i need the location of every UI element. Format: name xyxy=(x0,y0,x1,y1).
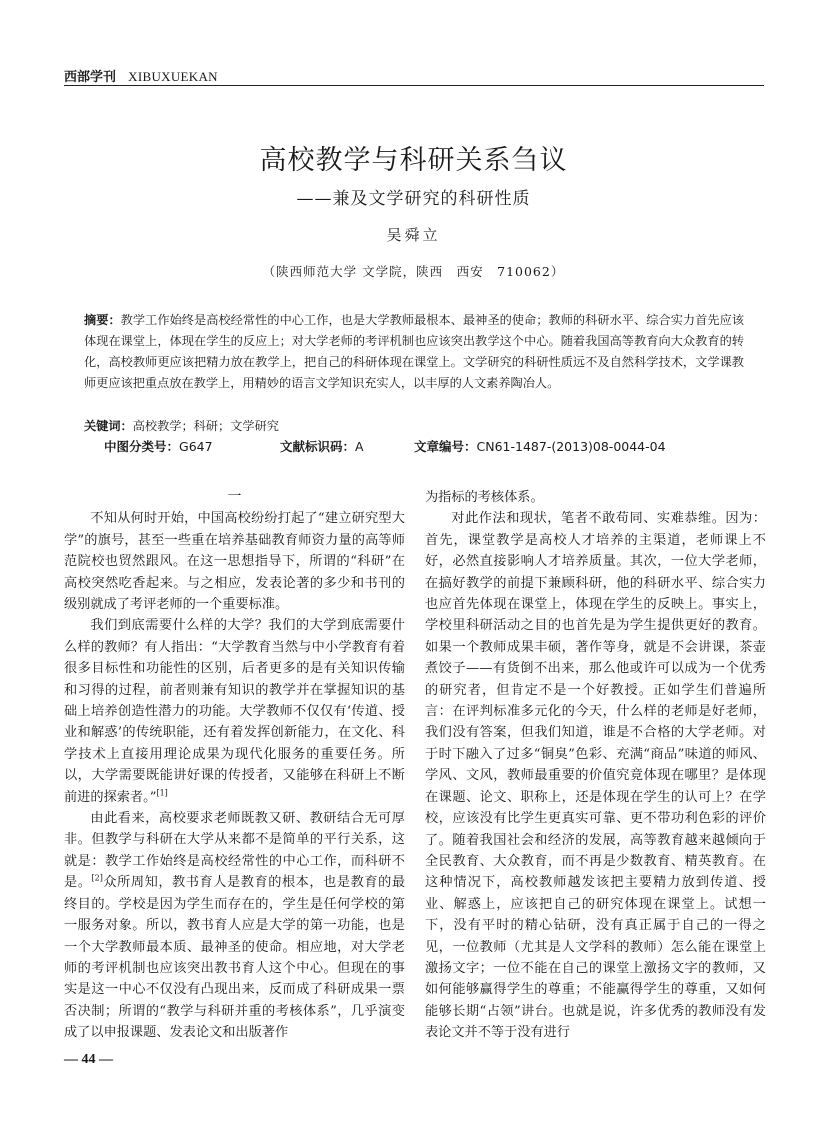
journal-pinyin: XIBUXUEKAN xyxy=(128,69,218,84)
abstract xyxy=(84,310,744,394)
header-rule xyxy=(64,85,764,86)
body-column-right xyxy=(425,487,766,1044)
running-header xyxy=(64,66,764,85)
citation: [2] xyxy=(91,873,103,883)
paragraph: 由此看来，高校要求老师既教又研、教研结合无可厚非。但教学与科研在大学从来都不是简单的平行关系，这就是：教学工作始终是高校经常性的中心工作，而科研不是。[2]众所周知，教书育人是教育的根本，也是教育的最终目的。学校是因为学生而存在的，学生是任何学校的第一服务对象。所以，教书育人应是大学的第一功能，也是一个大学教师最本质、最神圣的使命。相应地，对大学老师的考评机制也应该突出教书育人这个中心。但现在的事实是这一中心不仅没有凸现出来，反而成了科研成果一票否决制；所谓的“教学与科研并重的考核体系”，几乎演变成了以申报课题、发表论文和出版著作 xyxy=(64,811,406,1041)
journal-name: 西部学刊 xyxy=(64,70,117,85)
clc-code: 中图分类号：G647 xyxy=(104,439,213,454)
abstract-label: 摘要： xyxy=(84,313,121,327)
article-subtitle: ——兼及文学研究的科研性质 xyxy=(296,189,531,209)
body-column-left xyxy=(64,487,405,1044)
paragraph: 我们到底需要什么样的大学？我们的大学到底需要什么样的教师？有人指出：“大学教育当然与中小学教育有着很多目标性和功能性的区别，后者更多的是有关知识传输和习得的过程，前者则兼有知识的教学并在掌握知识的基础上培养创造性潜力的功能。大学教师不仅仅有‘传道、授业和解惑’的传统职能，还有着发挥创新能力，在文化、科学技术上直接用理论成果为现代化服务的重要任务。所以，大学需要既能讲好课的传授者，又能够在科研上不断前进的探索者。”[1] xyxy=(64,618,405,805)
author-name: 吴舜立 xyxy=(386,226,441,244)
article-id: 文章编号：CN61-1487-(2013)08-0044-04 xyxy=(414,439,666,454)
keywords xyxy=(84,417,744,435)
paragraph: 为指标的考核体系。 xyxy=(425,490,544,505)
doc-code: 文献标识码：A xyxy=(280,439,364,454)
page-number: — 44 — xyxy=(64,1052,113,1067)
abstract-text: 教学工作始终是高校经常性的中心工作，也是大学教师最根本、最神圣的使命；教师的科研水平、综合实力首先应该体现在课堂上，体现在学生的反应上；对大学老师的考评机制也应该突出教学这个中心。随着我国高等教育向大众教育的转化，高校教师更应该把精力放在教学上，把自己的科研体现在课堂上。文学研究的科研性质远不及自然科学技术，文学课教师更应该把重点放在教学上，用精妙的语言文学知识充实人，以丰厚的人文素养陶冶人。 xyxy=(84,313,745,390)
keywords-text: 高校教学；科研；文学研究 xyxy=(132,419,279,433)
author-affiliation: （陕西师范大学 文学院，陕西 西安 710062） xyxy=(262,264,565,279)
citation: [1] xyxy=(156,788,168,798)
keywords-label: 关键词： xyxy=(84,419,133,433)
paragraph: 对此作法和现状，笔者不敢苟同、实难恭维。因为：首先，课堂教学是高校人才培养的主渠道，老师课上不好，必然直接影响人才培养质量。其次，一位大学老师，在搞好教学的前提下兼顾科研，他的科研水平、综合实力也应首先体现在课堂上，体现在学生的反映上。事实上，学校里科研活动之目的也首先是为学生提供更好的教育。如果一个教师成果丰硕，著作等身，就是不会讲课，茶壶煮饺子——有货倒不出来，那么他或许可以成为一个优秀的研究者，但肯定不是一个好教授。正如学生们普遍所言：在评判标准多元化的今天，什么样的老师是好老师，我们没有答案，但我们知道，谁是不合格的大学老师。对于时下融入了过多“铜臭”色彩、充满“商品”味道的师风、学风、文风，教师最重要的价值究竟体现在哪里？是体现在课题、论文、职称上，还是体现在学生的认可上？在学校，应该没有比学生更真实可靠、更不带功利色彩的评价了。随着我国社会和经济的发展，高等教育越来越倾向于全民教育、大众教育，而不再是少数教育、精英教育。在这种情况下，高校教师越发该把主要精力放到传道、授业、解惑上，应该把自己的研究体现在课堂上。试想一下，没有平时的精心钻研，没有真正属于自己的一得之见，一位教师（尤其是人文学科的教师）怎么能在课堂上激扬文字；一位不能在自己的课堂上激扬文字的教师，又如何能够赢得学生的尊重；不能赢得学生的尊重，又如何能够长期“占领”讲台。也就是说，许多优秀的教师没有发表论文并不等于没有进行 xyxy=(425,511,766,1041)
paragraph: 不知从何时开始，中国高校纷纷打起了“建立研究型大学”的旗号，甚至一些重在培养基础教育师资力量的高等师范院校也贸然跟风。在这一思想指导下，所谓的“科研”在高校突然吃香起来。与之相应，发表论著的多少和书刊的级别就成了考评老师的一个重要标准。 xyxy=(64,511,405,613)
article-title: 高校教学与科研关系刍议 xyxy=(259,145,568,176)
section-heading: 一 xyxy=(227,489,242,505)
